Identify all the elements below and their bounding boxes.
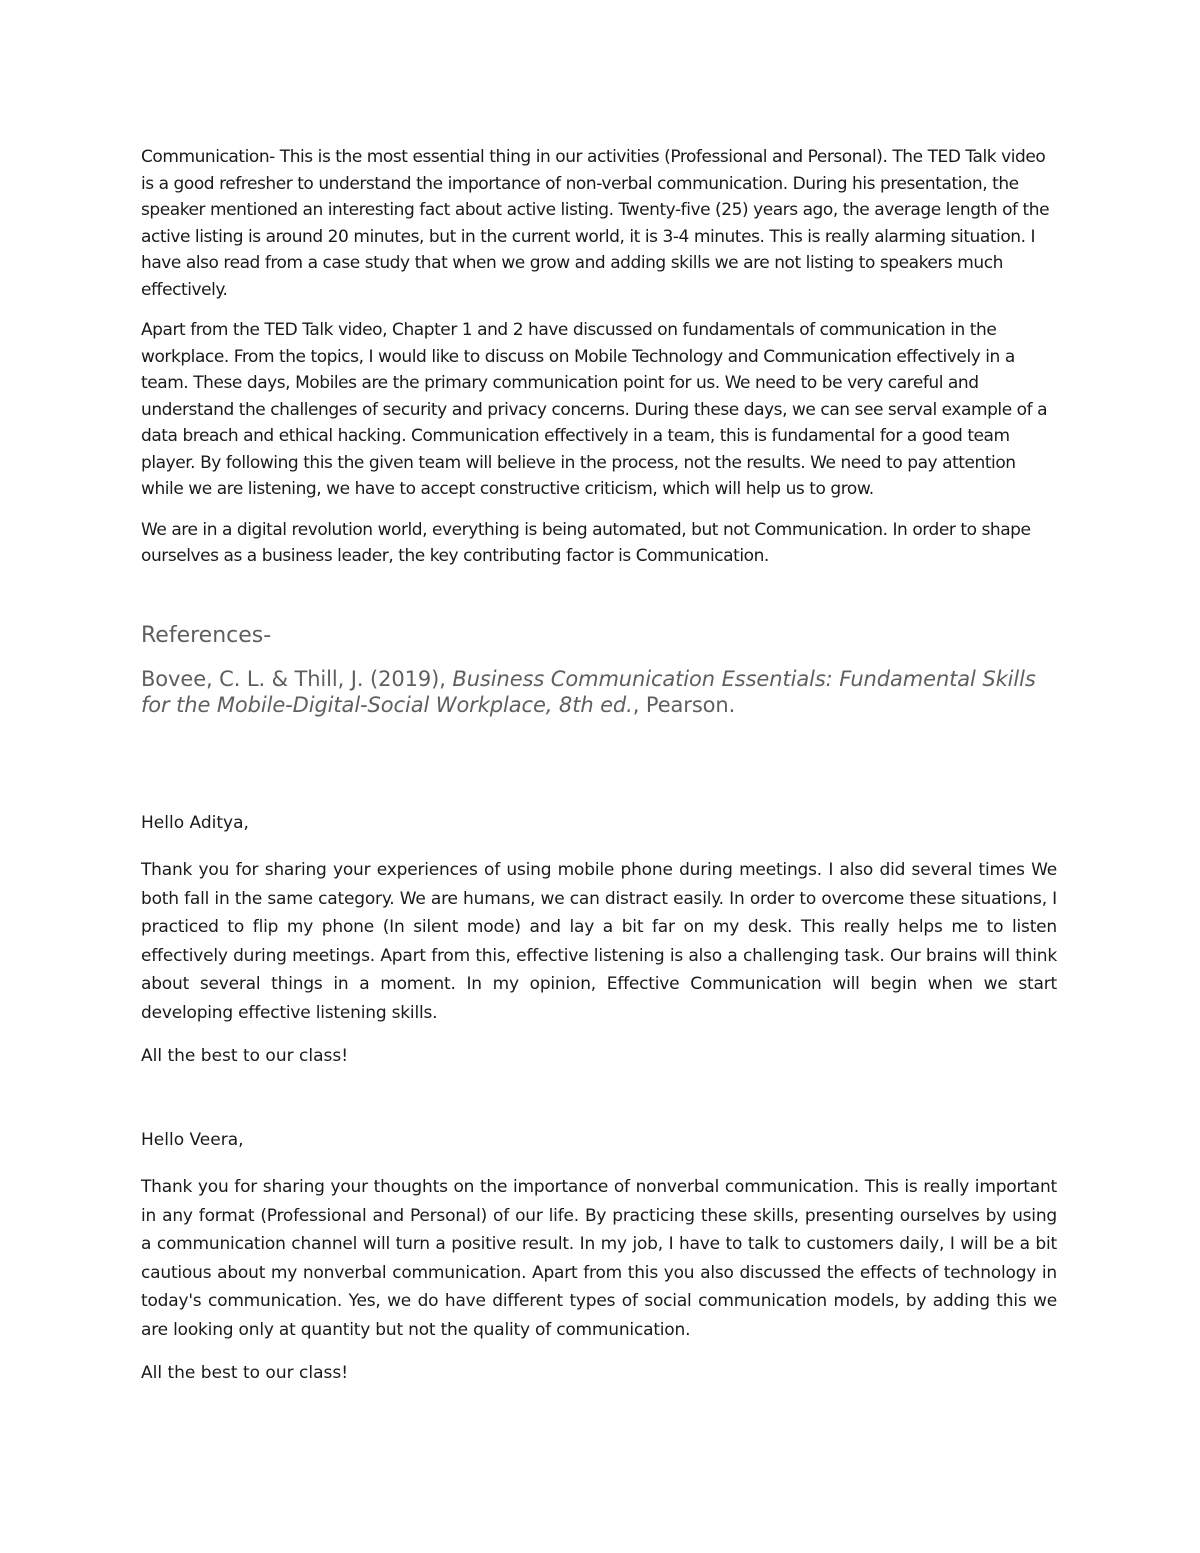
- references-heading: References-: [141, 622, 272, 648]
- references-section: [141, 622, 1057, 718]
- reply-closing: All the best to our class!: [141, 1363, 349, 1383]
- document-content: [141, 144, 1057, 1383]
- reference-citation: [141, 666, 1057, 718]
- essay-paragraph: Communication- This is the most essential thing in our activities (Professional and Personal). The TED Talk video is a good refresher to understand the importance of non-verbal communication. During his presentation, the speaker mentioned an interesting fact about active listing. Twenty-five (25) years ago, the average length of the active listing is around 20 minutes, but in the current world, it is 3-4 minutes. This is really alarming situation. I have also read from a case study that when we grow and adding skills we are not listing to speakers much effectively.: [141, 147, 1050, 300]
- essay-paragraph: We are in a digital revolution world, everything is being automated, but not Communication. In order to shape ourselves as a business leader, the key contributing factor is Communication.: [141, 519, 1031, 566]
- reply-closing: All the best to our class!: [141, 1046, 349, 1066]
- reply-greeting: Hello Veera,: [141, 1130, 244, 1150]
- citation-title: Business Communication Essentials: Fundamental Skills for the Mobile-Digital-Social Workplace: [141, 666, 1036, 717]
- reply-veera: [141, 1127, 1057, 1386]
- reply-body: Thank you for sharing your experiences of using mobile phone during meetings. I also did several times We both fall in the same category. We are humans, we can distract easily. In order to overcome these situations, I practiced to flip my phone (In silent mode) and lay a bit far on my desk. This really helps me to listen effectively during meetings. Apart from this, effective listening is also a challenging task. Our brains will think about several things in a moment. In my opinion, Effective Communication will begin when we start developing effective listening skills.: [141, 860, 1057, 1023]
- citation-authors: Bovee, C. L. & Thill, J. (2019),: [141, 666, 453, 691]
- reply-aditya: [141, 810, 1057, 1069]
- citation-publisher: , Pearson.: [632, 692, 736, 717]
- reply-greeting: Hello Aditya,: [141, 813, 249, 833]
- essay-paragraph: Apart from the TED Talk video, Chapter 1 and 2 have discussed on fundamentals of communication in the workplace. From the topics, I would like to discuss on Mobile Technology and Communication effectively in a team. These days, Mobiles are the primary communication point for us. We need to be very careful and understand the challenges of security and privacy concerns. During these days, we can see serval example of a data breach and ethical hacking. Communication effectively in a team, this is fundamental for a good team player. By following this the given team will believe in the process, not the results. We need to pay attention while we are listening, we have to accept constructive criticism, which will help us to grow.: [141, 320, 1048, 499]
- citation-edition: , 8th ed.: [545, 692, 633, 717]
- essay-section: [141, 144, 1057, 570]
- reply-body: Thank you for sharing your thoughts on the importance of nonverbal communication. This is really important in any format (Professional and Personal) of our life. By practicing these skills, presenting ourselves by using a communication channel will turn a positive result. In my job, I have to talk to customers daily, I will be a bit cautious about my nonverbal communication. Apart from this you also discussed the effects of technology in today's communication. Yes, we do have different types of social communication models, by adding this we are looking only at quantity but not the quality of communication.: [141, 1177, 1057, 1340]
